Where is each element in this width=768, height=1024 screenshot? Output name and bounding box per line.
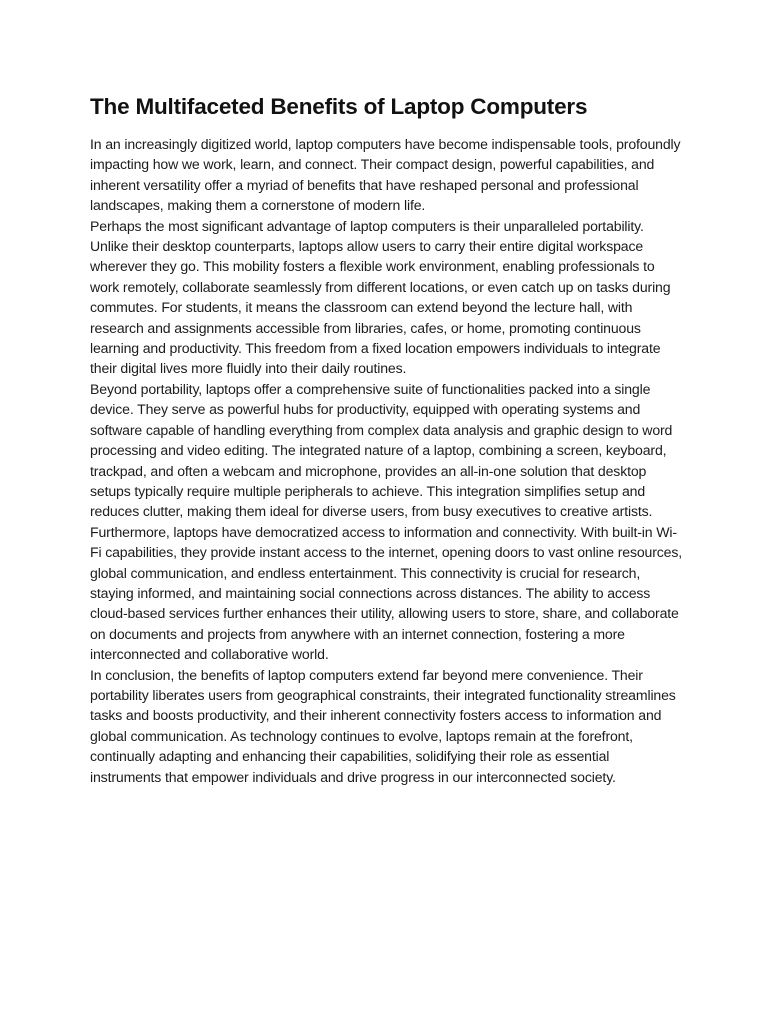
- paragraph-introduction: In an increasingly digitized world, laptop computers have become indispensable tools, profoundly impacting how we work, learn, and connect. Their compact design, powerful capabilities, and inherent versatility offer a myriad of benefits that have reshaped personal and professional landscapes, making them a cornerstone of modern life.: [90, 136, 681, 214]
- document-page: [90, 92, 682, 787]
- paragraph-connectivity: Furthermore, laptops have democratized access to information and connectivity. With built-in Wi-Fi capabilities, they provide instant access to the internet, opening doors to vast online resources, global communication, and endless entertainment. This connectivity is crucial for research, staying informed, and maintaining social connections across distances. The ability to access cloud-based services further enhances their utility, allowing users to store, share, and collaborate on documents and projects from anywhere with an internet connection, fostering a more interconnected and collaborative world.: [90, 523, 683, 663]
- paragraph-functionality: Beyond portability, laptops offer a comprehensive suite of functionalities packed into a single device. They serve as powerful hubs for productivity, equipped with operating systems and software capable of handling everything from complex data analysis and graphic design to word processing and video editing. The integrated nature of a laptop, combining a screen, keyboard, trackpad, and often a webcam and microphone, provides an all-in-one solution that desktop setups typically require multiple peripherals to achieve. This integration simplifies setup and reduces clutter, making them ideal for diverse users, from busy executives to creative artists.: [90, 380, 673, 520]
- document-title: The Multifaceted Benefits of Laptop Computers: [90, 94, 588, 119]
- paragraph-portability: Perhaps the most significant advantage of laptop computers is their unparalleled portability. Unlike their desktop counterparts, laptops allow users to carry their entire digital workspace wherever they go. This mobility fosters a flexible work environment, enabling professionals to work remotely, collaborate seamlessly from different locations, or even catch up on tasks during commutes. For students, it means the classroom can extend beyond the lecture hall, with research and assignments accessible from libraries, cafes, or home, promoting continuous learning and productivity. This freedom from a fixed location empowers individuals to integrate their digital lives more fluidly into their daily routines.: [90, 217, 671, 377]
- paragraph-conclusion: In conclusion, the benefits of laptop computers extend far beyond mere convenience. Their portability liberates users from geographical constraints, their integrated functionality streamlines tasks and boosts productivity, and their inherent connectivity fosters access to information and global communication. As technology continues to evolve, laptops remain at the forefront, continually adapting and enhancing their capabilities, solidifying their role as essential instruments that empower individuals and drive progress in our interconnected society.: [90, 666, 676, 785]
